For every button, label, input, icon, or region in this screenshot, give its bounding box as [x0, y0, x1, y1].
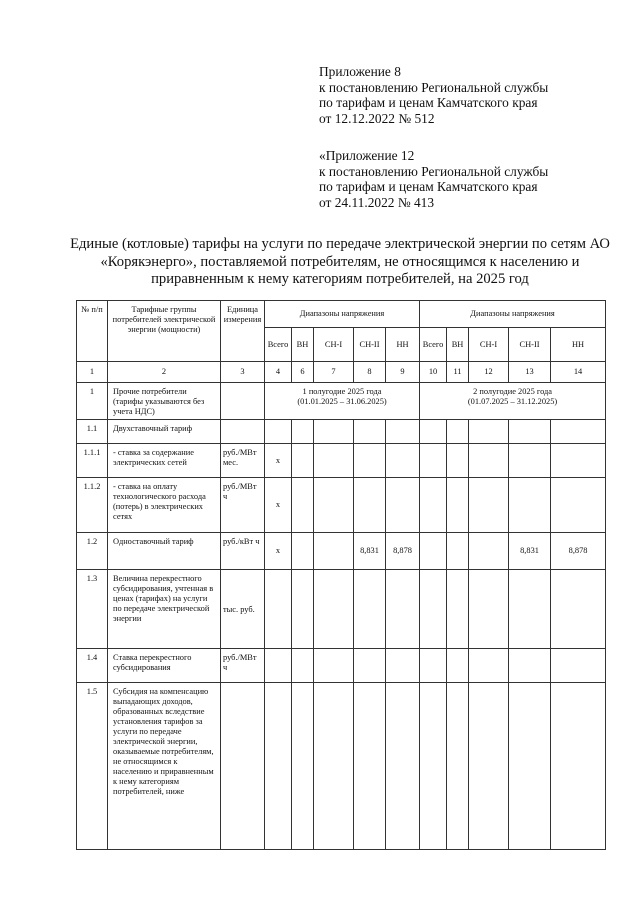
- column-number: 11: [447, 362, 469, 383]
- cell: [469, 420, 509, 444]
- cell: [314, 478, 354, 533]
- column-number: 8: [354, 362, 386, 383]
- header-level: СН-I: [469, 328, 509, 362]
- cell: [420, 533, 447, 570]
- row-num: 1.2: [77, 533, 108, 570]
- row-unit: [221, 383, 265, 420]
- cell: [469, 683, 509, 850]
- cell: [292, 420, 314, 444]
- cell: [420, 420, 447, 444]
- cell: [386, 649, 420, 683]
- document-title: Единые (котловые) тарифы на услуги по передаче электрической энергии по сетям АО «Корякэнерго», поставляемой потребителям, не относящимся к населению и приравненным к нему категориям потребителей, на 2025 год: [70, 236, 610, 287]
- cell: [447, 570, 469, 649]
- header-level: СН-II: [354, 328, 386, 362]
- period-1-title: 1 полугодие 2025 года: [302, 387, 382, 396]
- table-row: [77, 683, 606, 850]
- cell: [265, 420, 292, 444]
- appendix-8-line-1: Приложение 8: [319, 64, 401, 79]
- cell: [509, 683, 551, 850]
- cell: [420, 478, 447, 533]
- cell: [551, 478, 606, 533]
- cell: [386, 444, 420, 478]
- sn2-value-1: 8,831: [354, 533, 386, 570]
- cell: [386, 478, 420, 533]
- column-number: 6: [292, 362, 314, 383]
- column-number: 3: [221, 362, 265, 383]
- cell: [292, 478, 314, 533]
- appendix-12-line-1: «Приложение 12: [319, 148, 415, 163]
- cell: [509, 444, 551, 478]
- period-2: [420, 383, 606, 420]
- row-name: - ставка за содержание электрических сетей: [108, 444, 221, 478]
- cell: [386, 420, 420, 444]
- appendix-12-line-3: по тарифам и ценам Камчатского края: [319, 179, 538, 194]
- cell: [551, 649, 606, 683]
- cell: [469, 570, 509, 649]
- row-unit: руб./МВт ч: [221, 649, 265, 683]
- cell: [265, 570, 292, 649]
- cell: [420, 683, 447, 850]
- header-num: № п/п: [77, 301, 108, 362]
- row-num: 1.4: [77, 649, 108, 683]
- cell: [314, 420, 354, 444]
- cell: [354, 420, 386, 444]
- cell: [314, 444, 354, 478]
- appendix-8-header: [319, 64, 548, 126]
- cell: [314, 683, 354, 850]
- total-cell: х: [265, 444, 292, 478]
- row-num: 1.5: [77, 683, 108, 850]
- cell: [354, 649, 386, 683]
- total-cell: х: [265, 533, 292, 570]
- row-unit: руб./кВт ч: [221, 533, 265, 570]
- period-1-dates: (01.01.2025 – 31.06.2025): [297, 397, 387, 406]
- header-level: СН-II: [509, 328, 551, 362]
- table-header-row-1: [77, 301, 606, 328]
- table-row: [77, 444, 606, 478]
- cell: [386, 683, 420, 850]
- header-level: СН-I: [314, 328, 354, 362]
- table-row: [77, 533, 606, 570]
- column-number: 13: [509, 362, 551, 383]
- header-level: ВН: [292, 328, 314, 362]
- header-level: НН: [551, 328, 606, 362]
- cell: [509, 649, 551, 683]
- appendix-12-line-2: к постановлению Региональной службы: [319, 163, 549, 179]
- table-row: [77, 383, 606, 420]
- cell: [265, 649, 292, 683]
- appendix-8-line-3: по тарифам и ценам Камчатского края: [319, 95, 538, 110]
- column-number: 2: [108, 362, 221, 383]
- cell: [447, 683, 469, 850]
- column-number: 14: [551, 362, 606, 383]
- row-name: Прочие потребители (тарифы указываются без учета НДС): [108, 383, 221, 420]
- cell: [469, 478, 509, 533]
- sn2-value-2: 8,831: [509, 533, 551, 570]
- cell: [551, 444, 606, 478]
- appendix-12-line-4: от 24.11.2022 № 413: [319, 194, 435, 210]
- period-2-title: 2 полугодие 2025 года: [473, 387, 553, 396]
- cell: [292, 570, 314, 649]
- cell: [469, 444, 509, 478]
- row-unit: руб./МВт мес.: [221, 444, 265, 478]
- row-num: 1.1: [77, 420, 108, 444]
- cell: [354, 478, 386, 533]
- appendix-8-line-2: к постановлению Региональной службы: [319, 79, 549, 95]
- cell: [265, 683, 292, 850]
- row-num: 1.1.2: [77, 478, 108, 533]
- row-name: Ставка перекрестного субсидирования: [108, 649, 221, 683]
- row-num: 1.3: [77, 570, 108, 649]
- cell: [221, 420, 265, 444]
- cell: [551, 683, 606, 850]
- cell: [354, 570, 386, 649]
- row-unit: руб./МВт ч: [221, 478, 265, 533]
- cell: [292, 533, 314, 570]
- cell: [292, 683, 314, 850]
- header-unit: Единица измерения: [221, 301, 265, 362]
- header-groups: Тарифные группы потребителей электрической энергии (мощности): [108, 301, 221, 362]
- column-number: 9: [386, 362, 420, 383]
- cell: [314, 570, 354, 649]
- cell: [420, 444, 447, 478]
- column-number: 4: [265, 362, 292, 383]
- table-row: [77, 649, 606, 683]
- cell: [221, 683, 265, 850]
- row-num: 1.1.1: [77, 444, 108, 478]
- cell: [386, 570, 420, 649]
- table-row: [77, 420, 606, 444]
- appendix-8-line-4: от 12.12.2022 № 512: [319, 110, 435, 126]
- column-number: 7: [314, 362, 354, 383]
- header-voltage-ranges-2: Диапазоны напряжения: [420, 301, 606, 328]
- cell: [551, 570, 606, 649]
- cell: [469, 649, 509, 683]
- appendix-12-header: [319, 148, 548, 210]
- row-name: Субсидия на компенсацию выпадающих доходов, образованных вследствие установления тарифов за услуги по передаче электрической энергии, оказываемые потребителям, не относящимся к населению и приравненным к нему категориям потребителей, ниже: [108, 683, 221, 850]
- cell: [354, 683, 386, 850]
- row-name: - ставка на оплату технологического расхода (потерь) в электрических сетях: [108, 478, 221, 533]
- cell: [469, 533, 509, 570]
- cell: [447, 649, 469, 683]
- cell: [509, 570, 551, 649]
- header-level: ВН: [447, 328, 469, 362]
- cell: [509, 478, 551, 533]
- nn-value-2: 8,878: [551, 533, 606, 570]
- header-voltage-ranges-1: Диапазоны напряжения: [265, 301, 420, 328]
- cell: [420, 570, 447, 649]
- period-2-dates: (01.07.2025 – 31.12.2025): [467, 397, 558, 406]
- row-name: Одноставочный тариф: [108, 533, 221, 570]
- column-number: 10: [420, 362, 447, 383]
- cell: [447, 420, 469, 444]
- cell: [292, 444, 314, 478]
- header-level: НН: [386, 328, 420, 362]
- period-1: [265, 383, 420, 420]
- cell: [551, 420, 606, 444]
- nn-value-1: 8,878: [386, 533, 420, 570]
- tariff-table: [76, 300, 606, 850]
- table-row: [77, 570, 606, 649]
- row-unit: тыс. руб.: [221, 570, 265, 649]
- cell: [292, 649, 314, 683]
- cell: [314, 533, 354, 570]
- row-num: 1: [77, 383, 108, 420]
- table-row: [77, 478, 606, 533]
- header-level: Всего: [420, 328, 447, 362]
- row-name: Двухставочный тариф: [108, 420, 221, 444]
- cell: [420, 649, 447, 683]
- cell: [447, 533, 469, 570]
- cell: [447, 444, 469, 478]
- cell: [509, 420, 551, 444]
- cell: [314, 649, 354, 683]
- row-name: Величина перекрестного субсидирования, учтенная в ценах (тарифах) на услуги по передаче электрической энергии: [108, 570, 221, 649]
- table-column-numbers-row: [77, 362, 606, 383]
- column-number: 12: [469, 362, 509, 383]
- header-level: Всего: [265, 328, 292, 362]
- column-number: 1: [77, 362, 108, 383]
- total-cell: х: [265, 478, 292, 533]
- cell: [447, 478, 469, 533]
- cell: [354, 444, 386, 478]
